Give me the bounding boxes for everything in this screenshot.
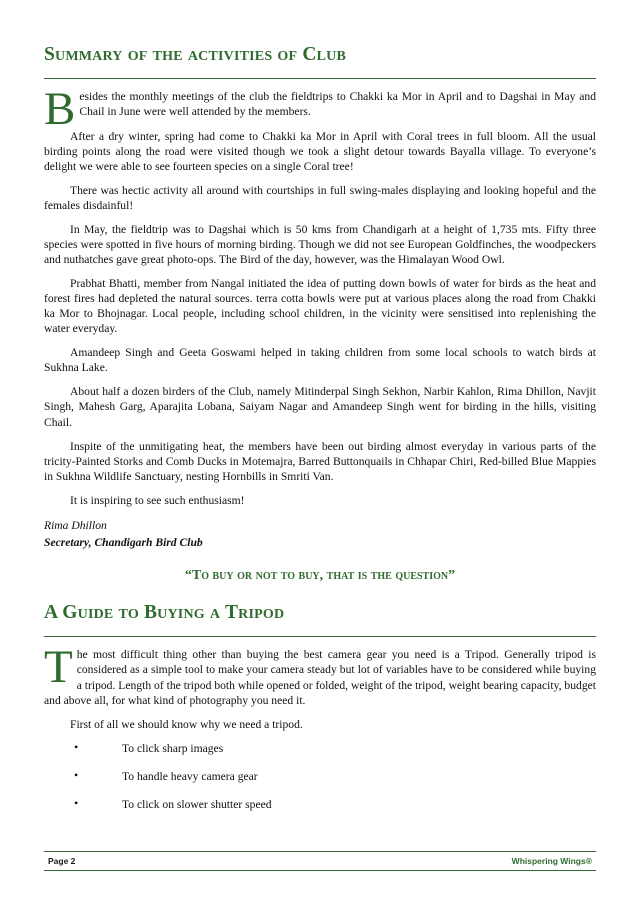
footer-page-number: Page 2 [48, 856, 76, 866]
section-tripod-body [44, 641, 596, 812]
paragraph: It is inspiring to see such enthusiasm! [70, 493, 245, 507]
signature-role: Secretary, Chandigarh Bird Club [44, 535, 203, 549]
page-footer [44, 851, 596, 871]
footer-publication: Whispering Wings® [511, 856, 592, 866]
paragraph: After a dry winter, spring had come to Chakki ka Mor in April with Coral trees in full bloom. All the usual birding points along the road were visited though we took a slight detour towards Bayalla village. To everyone’s delight we were able to see fourteen species on a single Coral tree! [44, 129, 596, 173]
paragraph-text: esides the monthly meetings of the club the fieldtrips to Chakki ka Mor in April and to Dagshai in May and Chail in June were well attended by the members. [79, 90, 596, 119]
paragraph: Amandeep Singh and Geeta Goswami helped in taking children from some local schools to watch birds at Sukhna Lake. [44, 346, 596, 375]
paragraph-dropcap [44, 641, 596, 707]
paragraph: Prabhat Bhatti, member from Nangal initiated the idea of putting down bowls of water for birds as the heat and forest fires had depleted the natural sources. terra cotta bowls were put at various places along the road from Chakki ka Mor to Bhojnagar. Local people, including school children, in the vicinity were sensitised into replenishing the water everyday. [44, 277, 596, 336]
paragraph: Inspite of the unmitigating heat, the members have been out birding almost everyday in various parts of the tricity-Painted Storks and Comb Ducks in Motemajra, Barred Buttonquails in Chhapar Chiri, Red-billed Blue Mappies in Sukhna Wildlife Sanctuary, nesting Hornbills in Smriti Van. [44, 439, 596, 483]
list-item: • To handle heavy camera gear [74, 769, 596, 784]
dropcap-letter-b: B [44, 83, 76, 136]
list-item: • To click on slower shutter speed [74, 797, 596, 812]
tripod-reasons-list [44, 741, 596, 812]
page-title-tripod: A Guide to Buying a Tripod [44, 601, 285, 623]
dropcap-letter-t: T [44, 641, 73, 694]
list-item: • To click sharp images [74, 741, 596, 756]
page-title-summary: Summary of the activities of Club [44, 44, 346, 65]
paragraph: There was hectic activity all around with courtships in full swing-males displaying and looking hopeful and the females disdainful! [44, 183, 596, 212]
pull-quote: “To buy or not to buy, that is the question” [184, 567, 456, 583]
paragraph: About half a dozen birders of the Club, namely Mitinderpal Singh Sekhon, Narbir Kahlon, Rima Dhillon, Navjit Singh, Mahesh Garg, Aparajita Lobana, Saiyam Nagar and Amandeep Singh went for birding in the hills, visiting Chail. [44, 385, 596, 429]
paragraph-text: he most difficult thing other than buying the best camera gear you need is a Tripod. Generally tripod is considered as a simple tool to make your camera steady but lot of variables have to be considered while buying a tripod. Length of the tripod both while opened or folded, weight of the tripod, weight bearing capacity, budget and above all, for what kind of photography you need it. [44, 648, 596, 707]
section-summary-body [44, 83, 596, 550]
title-divider-1 [44, 78, 596, 79]
paragraph: First of all we should know why we need a tripod. [70, 717, 303, 731]
title-divider-2 [44, 636, 596, 637]
signature-name: Rima Dhillon [44, 518, 107, 532]
paragraph: In May, the fieldtrip was to Dagshai which is 50 kms from Chandigarh at a height of 1,735 mts. Fifty three species were spotted in five hours of morning birding. Though we did not see European Goldfinches, the woodpeckers and nuthatches gave great photo-ops. The Bird of the day, however, was the Himalayan Wood Owl. [44, 222, 596, 266]
paragraph-dropcap [44, 83, 596, 136]
